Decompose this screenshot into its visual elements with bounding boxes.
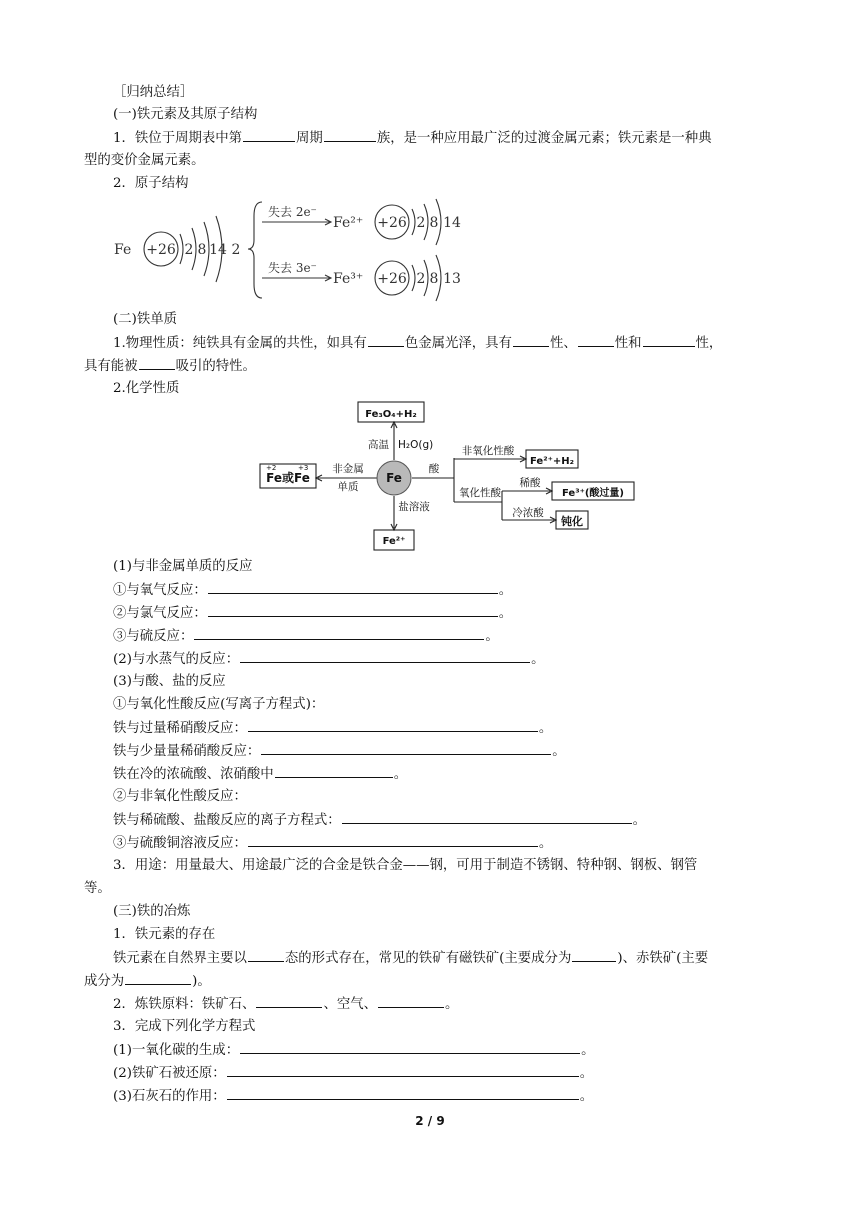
reaction-nonmetal-title: (1)与非金属单质的反应 — [113, 559, 253, 574]
lower-nucleus: +26 — [377, 271, 407, 287]
smelting-materials: 2．炼铁原料：铁矿石、 、空气、 。 — [113, 993, 458, 1016]
top-left-label: 高温 — [368, 439, 389, 451]
reaction-sulfur: ③与硫反应： 。 — [113, 625, 499, 648]
reaction-chlorine: ②与氯气反应： 。 — [113, 602, 512, 625]
right-label: 酸 — [428, 463, 440, 475]
atom-symbol: Fe — [114, 242, 132, 258]
center-label: Fe — [386, 471, 402, 485]
reaction-dilute-acid-ionic: 铁与稀硫酸、盐酸反应的离子方程式： 。 — [113, 809, 646, 832]
blank-field[interactable] — [208, 602, 498, 617]
blank-field[interactable] — [227, 1085, 579, 1100]
equations-title: 3．完成下列化学方程式 — [113, 1019, 256, 1034]
branch2b-box-text: 钝化 — [561, 515, 583, 528]
blank-field[interactable] — [275, 763, 393, 778]
atomic-structure-title: 2．原子结构 — [113, 176, 189, 191]
upper-nucleus: +26 — [377, 215, 407, 231]
iron-existence-text: 铁元素在自然界主要以 态的形式存在，常见的铁矿有磁铁矿(主要成分为 )、赤铁矿(主要 — [113, 947, 708, 970]
page-number: 2 / 9 — [415, 1114, 445, 1128]
upper-ion: Fe²⁺ — [333, 215, 364, 231]
blank-field[interactable] — [368, 332, 404, 347]
branch1-label: 非氧化性酸 — [461, 445, 515, 457]
left-sup-1: +2 — [266, 464, 277, 472]
blank-field[interactable] — [248, 947, 284, 962]
reaction-cold-conc-acid: 铁在冷的浓硫酸、浓硝酸中 。 — [113, 763, 407, 786]
uses-paragraph: 3．用途：用量最大、用途最广泛的合金是铁合金——钢，可用于制造不锈钢、特种钢、钢板、钢管 — [113, 858, 698, 873]
equation-co: (1)一氧化碳的生成： 。 — [113, 1039, 594, 1062]
reaction-oxidizing-acid: ①与氧化性酸反应(写离子方程式)： — [113, 697, 325, 712]
reaction-nonoxidizing-acid: ②与非氧化性酸反应： — [113, 789, 247, 804]
bottom-label: 盐溶液 — [398, 501, 430, 513]
blank-field[interactable] — [261, 740, 551, 755]
blank-field[interactable] — [342, 809, 632, 824]
reaction-little-nitric: 铁与少量量稀硝酸反应： 。 — [113, 740, 566, 763]
uses-paragraph-cont: 等。 — [84, 881, 111, 896]
blank-field[interactable] — [240, 1039, 580, 1054]
left-sup-2: +3 — [298, 464, 309, 472]
subsection-title-1: (一)铁元素及其原子结构 — [113, 107, 258, 122]
shell-1: 2 — [184, 242, 194, 258]
upper-shell-3: 14 — [443, 215, 461, 231]
lower-shell-2: 8 — [429, 271, 439, 287]
lower-shell-3: 13 — [443, 271, 461, 287]
atom-nucleus: +26 — [146, 242, 176, 258]
upper-shell-1: 2 — [416, 215, 426, 231]
paragraph-position: 1．铁位于周期表中第 周期 族，是一种应用最广泛的过渡金属元素；铁元素是一种典 — [113, 127, 712, 150]
reaction-copper-sulfate: ③与硫酸铜溶液反应： 。 — [113, 832, 552, 855]
blank-field[interactable] — [513, 332, 549, 347]
blank-field[interactable] — [227, 1062, 579, 1077]
blank-field[interactable] — [248, 832, 538, 847]
reaction-acid-salt-title: (3)与酸、盐的反应 — [113, 674, 226, 689]
blank-field[interactable] — [256, 993, 322, 1008]
left-label-2: 单质 — [337, 481, 359, 493]
branch2a-label: 稀酸 — [519, 477, 541, 489]
branch2b-label: 冷浓酸 — [512, 507, 544, 519]
section-title: ［归纳总结］ — [113, 85, 194, 100]
blank-field[interactable] — [643, 332, 695, 347]
blank-field[interactable] — [578, 332, 614, 347]
blank-field[interactable] — [324, 127, 376, 142]
subsection-title-3: (三)铁的冶炼 — [113, 904, 191, 919]
left-box-text: Fe或Fe — [266, 471, 310, 485]
upper-shell-2: 8 — [429, 215, 439, 231]
shell-4: 2 — [231, 242, 241, 258]
atomic-structure-diagram — [110, 196, 480, 304]
blank-field[interactable] — [248, 717, 538, 732]
blank-field[interactable] — [378, 993, 444, 1008]
lower-shell-1: 2 — [416, 271, 426, 287]
blank-field[interactable] — [125, 970, 191, 985]
blank-field[interactable] — [572, 947, 616, 962]
equation-reduction: (2)铁矿石被还原： 。 — [113, 1062, 593, 1085]
lower-label: 失去 3e⁻ — [268, 261, 317, 275]
left-label-1: 非金属 — [332, 463, 364, 475]
top-box-text: Fe₃O₄+H₂ — [365, 409, 417, 420]
upper-label: 失去 2e⁻ — [268, 205, 317, 219]
physical-properties: 1.物理性质：纯铁具有金属的共性，如具有 色金属光泽，具有 性、 性和 性， — [113, 332, 722, 355]
blank-field[interactable] — [243, 127, 295, 142]
reaction-excess-nitric: 铁与过量稀硝酸反应： 。 — [113, 717, 552, 740]
blank-field[interactable] — [208, 579, 498, 594]
iron-existence-title: 1．铁元素的存在 — [113, 927, 216, 942]
blank-field[interactable] — [240, 648, 530, 663]
paragraph-position-cont: 型的变价金属元素。 — [84, 153, 205, 168]
equation-limestone: (3)石灰石的作用： 。 — [113, 1085, 593, 1108]
bottom-box-text: Fe²⁺ — [382, 536, 406, 547]
top-right-label: H₂O(g) — [398, 439, 434, 451]
blank-field[interactable] — [194, 625, 484, 640]
shell-2: 8 — [197, 242, 207, 258]
blank-field[interactable] — [139, 355, 175, 370]
branch1-box-text: Fe²⁺+H₂ — [530, 456, 574, 467]
reaction-steam: (2)与水蒸气的反应： 。 — [113, 648, 544, 671]
physical-properties-cont: 具有能被 吸引的特性。 — [84, 355, 256, 378]
branch2-label: 氧化性酸 — [459, 487, 501, 499]
branch2a-box-text: Fe³⁺(酸过量) — [561, 488, 625, 499]
reaction-oxygen: ①与氧气反应： 。 — [113, 579, 512, 602]
chemical-properties-title: 2.化学性质 — [113, 381, 180, 396]
shell-3: 14 — [209, 242, 227, 258]
iron-existence-cont: 成分为 )。 — [84, 970, 211, 993]
chemical-properties-diagram — [258, 398, 642, 554]
lower-ion: Fe³⁺ — [333, 271, 364, 287]
subsection-title-2: (二)铁单质 — [113, 312, 178, 327]
